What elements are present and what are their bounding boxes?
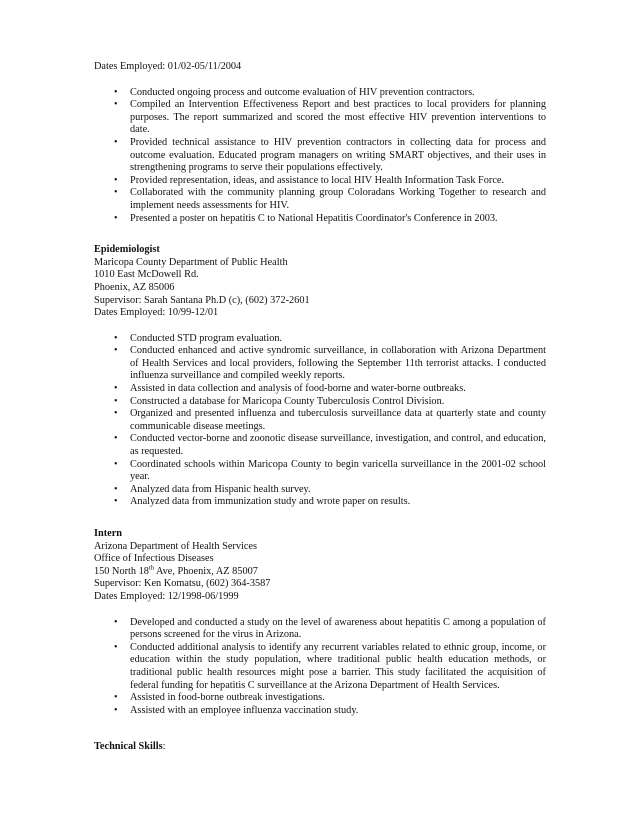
bullet-icon: • (114, 332, 118, 344)
list-item: • Organized and presented influenza and tuberculosis surveillance data at quarterly state and county communicable disease meetings. (114, 408, 546, 432)
list-item: • Conducted vector-borne and zoonotic disease surveillance, investigation, and control, and education, as requested. (114, 433, 546, 458)
list-item: • Assisted with an employee influenza vaccination study. (114, 704, 359, 716)
bullet-icon: • (114, 212, 118, 224)
list-item: • Conducted ongoing process and outcome evaluation of HIV prevention contractors. (114, 86, 475, 98)
bullet-list-1 (94, 87, 546, 226)
bullet-icon: • (114, 187, 118, 199)
bullet-icon: • (114, 99, 118, 111)
list-item: • Compiled an Intervention Effectiveness Report and best practices to local providers for planning purposes. The report summarized and scored the most effective HIV prevention interventions to date. (114, 99, 546, 136)
bullet-icon: • (114, 704, 118, 716)
employer-address-line1: 1010 East McDowell Rd. (94, 269, 199, 281)
bullet-list-3 (94, 617, 546, 718)
list-item: • Developed and conducted a study on the level of awareness about hepatitis C among a population of persons screened for the virus in Arizona. (114, 616, 546, 641)
supervisor-line: Supervisor: Sarah Santana Ph.D (c), (602) 372-2601 (94, 294, 310, 306)
employer-name: Maricopa County Department of Public Health (94, 256, 288, 268)
bullet-icon: • (114, 433, 118, 445)
bullet-icon: • (114, 395, 118, 407)
list-item: • Collaborated with the community planning group Coloradans Working Together to research and implement needs assessments for HIV. (114, 187, 546, 211)
dates-employed-1: Dates Employed: 01/02-05/11/2004 (94, 61, 242, 72)
bullet-icon: • (114, 641, 118, 653)
list-item: • Provided technical assistance to HIV prevention contractors in collecting data for process and outcome evaluation. Educated program managers on writing SMART objectives, and their uses in strengthening programs to serve their populations effectively. (114, 136, 546, 174)
list-item: • Assisted in food-borne outbreak investigations. (114, 692, 325, 704)
job-title-epidemiologist: Epidemiologist (94, 244, 160, 256)
bullet-icon: • (114, 692, 118, 704)
employer-address-line2: Phoenix, AZ 85006 (94, 281, 175, 293)
job-title-intern: Intern (94, 528, 123, 539)
bullet-icon: • (114, 496, 118, 508)
employer-office: Office of Infectious Diseases (94, 553, 214, 565)
list-item: • Constructed a database for Maricopa County Tuberculosis Control Division. (114, 395, 445, 407)
list-item: • Assisted in data collection and analysis of food-borne and water-borne outbreaks. (114, 383, 466, 395)
technical-skills-heading: Technical Skills: (94, 741, 166, 753)
list-item: • Analyzed data from Hispanic health survey. (114, 483, 311, 495)
resume-content (94, 61, 546, 754)
list-item: • Conducted enhanced and active syndromic surveillance, in collaboration with Arizona Department of Health Services and local providers, following the September 11th terrorist attacks. I conducted influenza surveillance and compiled weekly reports. (114, 345, 546, 382)
employer-name: Arizona Department of Health Services (94, 540, 257, 552)
bullet-icon: • (114, 174, 118, 186)
list-item: • Presented a poster on hepatitis C to National Hepatitis Coordinator's Conference in 2003. (114, 212, 498, 224)
ordinal-suffix: th (148, 564, 154, 572)
bullet-icon: • (114, 86, 118, 98)
bullet-icon: • (114, 483, 118, 495)
dates-employed-3: Dates Employed: 12/1998-06/1999 (94, 590, 239, 602)
supervisor-line: Supervisor: Ken Komatsu, (602) 364-3587 (94, 578, 271, 590)
list-item: • Coordinated schools within Maricopa County to begin varicella surveillance in the 2001-02 school year. (114, 458, 546, 483)
list-item: • Analyzed data from immunization study and wrote paper on results. (114, 496, 411, 508)
bullet-list-2 (94, 333, 546, 509)
bullet-icon: • (114, 136, 118, 148)
bullet-icon: • (114, 383, 118, 395)
employer-address: 150 North 18th Ave, Phoenix, AZ 85007 (94, 564, 258, 577)
bullet-icon: • (114, 345, 118, 357)
list-item: • Conducted additional analysis to identify any recurrent variables related to ethnic group, income, or education within the study population, where traditional public health education methods, or traditional public health resources might pose a barrier. This study facilitated the acquisition of federal funding for hepatitis C surveillance at the Arizona Department of Health Services. (114, 641, 546, 691)
dates-employed-2: Dates Employed: 10/99-12/01 (94, 307, 219, 319)
bullet-icon: • (114, 458, 118, 470)
list-item: • Conducted STD program evaluation. (114, 332, 283, 344)
bullet-icon: • (114, 616, 118, 628)
bullet-icon: • (114, 408, 118, 420)
list-item: • Provided representation, ideas, and assistance to local HIV Health Information Task Force. (114, 174, 505, 186)
